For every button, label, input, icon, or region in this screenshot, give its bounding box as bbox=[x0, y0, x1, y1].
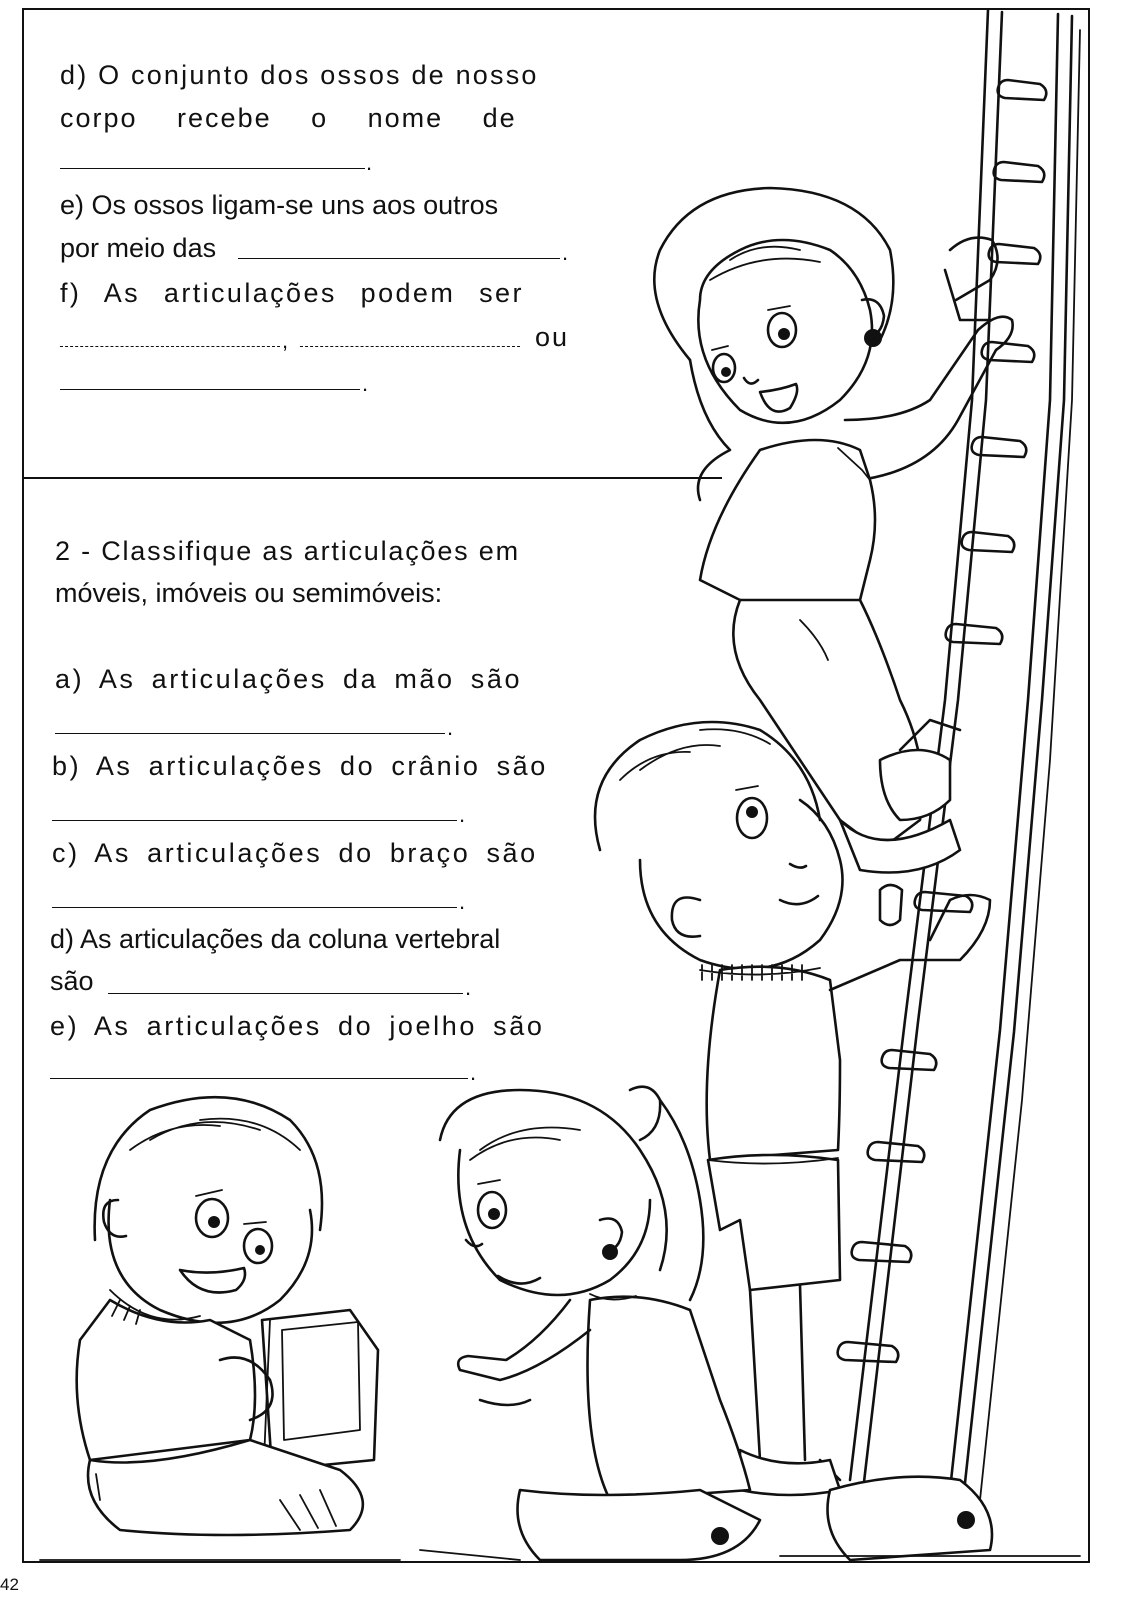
punctuation-dot: . bbox=[362, 371, 369, 396]
question-2c: c) As articulações do braço são bbox=[52, 838, 538, 868]
question-d-line1: d) O conjunto dos ossos de nosso bbox=[60, 60, 539, 90]
question-2a: a) As articulações da mão são bbox=[55, 664, 523, 694]
question-e-line2: por meio das bbox=[60, 233, 217, 263]
question-2e: e) As articulações do joelho são bbox=[50, 1011, 545, 1041]
punctuation-dot: . bbox=[459, 889, 466, 914]
punctuation-comma: , bbox=[282, 328, 289, 353]
punctuation-dot: . bbox=[366, 150, 373, 175]
question-f-or: ou bbox=[535, 322, 570, 352]
reading-boy-illustration bbox=[77, 1097, 378, 1535]
climbing-girl-illustration bbox=[654, 188, 1012, 873]
punctuation-dot: . bbox=[465, 975, 472, 1000]
question-d-line2: corpo recebe o nome de bbox=[60, 103, 517, 133]
punctuation-dot: . bbox=[459, 802, 466, 827]
punctuation-dot: . bbox=[470, 1060, 477, 1085]
question-2d-line2: são bbox=[50, 966, 94, 996]
question-e-line1: e) Os ossos ligam-se uns aos outros bbox=[60, 190, 499, 220]
question-2-title-line1: 2 - Classifique as articulações em bbox=[55, 536, 520, 566]
question-2-title-line2: móveis, imóveis ou semimóveis: bbox=[55, 578, 443, 608]
question-2b: b) As articulações do crânio são bbox=[52, 751, 548, 781]
question-2d-line1: d) As articulações da coluna vertebral bbox=[50, 924, 501, 954]
punctuation-dot: . bbox=[562, 240, 569, 265]
punctuation-dot: . bbox=[447, 715, 454, 740]
page-number: 42 bbox=[0, 1575, 19, 1594]
question-f-line1: f) As articulações podem ser bbox=[60, 278, 524, 308]
